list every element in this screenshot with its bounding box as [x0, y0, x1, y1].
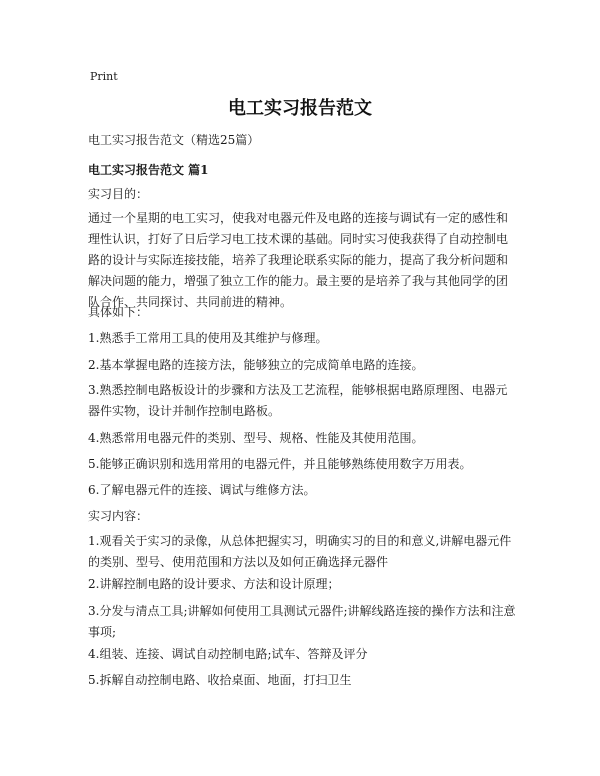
details-item: 4.熟悉常用电器元件的类别、型号、规格、性能及其使用范围。 — [88, 431, 424, 445]
details-item: 5.能够正确识别和选用常用的电器元件，并且能够熟练使用数字万用表。 — [88, 457, 472, 471]
details-item: 3.熟悉控制电路板设计的步骤和方法及工艺流程，能够根据电路原理图、电器元器件实物，设计并制作控制电路板。 — [88, 383, 508, 418]
purpose-paragraph: 通过一个星期的电工实习，使我对电器元件及电路的连接与调试有一定的感性和理性认识，打好了日后学习电工技术课的基础。同时实习使我获得了自动控制电路的设计与实际连接技能，培养了我理论联系实际的能力，提高了我分析问题和解决问题的能力，增强了独立工作的能力。最主要的是培养了我与其他同学的团队合作、共同探讨、共同前进的精神。 — [88, 211, 509, 309]
document-title: 电工实习报告范文 — [228, 98, 372, 119]
contents-item: 3.分发与清点工具;讲解如何使用工具测试元器件;讲解线路连接的操作方法和注意事项; — [88, 604, 516, 639]
section-title: 电工实习报告范文 篇1 — [88, 163, 209, 177]
details-item: 1.熟悉手工常用工具的使用及其维护与修理。 — [88, 331, 328, 345]
contents-item: 1.观看关于实习的录像，从总体把握实习，明确实习的目的和意义,讲解电器元件的类别、型号、使用范围和方法以及如何正确选择元器件 — [88, 534, 512, 569]
details-item: 6.了解电器元件的连接、调试与维修方法。 — [88, 483, 316, 497]
contents-item: 4.组装、连接、调试自动控制电路;试车、答辩及评分 — [88, 647, 368, 661]
contents-label: 实习内容： — [88, 509, 149, 523]
subtitle: 电工实习报告范文（精选25篇） — [88, 133, 260, 147]
contents-item: 2.讲解控制电路的设计要求、方法和设计原理； — [88, 577, 340, 591]
details-label: 具体如下： — [88, 305, 149, 319]
purpose-label: 实习目的： — [88, 187, 149, 201]
details-item: 2.基本掌握电路的连接方法，能够独立的完成简单电路的连接。 — [88, 358, 424, 372]
contents-item: 5.拆解自动控制电路、收拾桌面、地面，打扫卫生 — [88, 673, 352, 687]
print-link[interactable]: Print — [90, 70, 118, 83]
